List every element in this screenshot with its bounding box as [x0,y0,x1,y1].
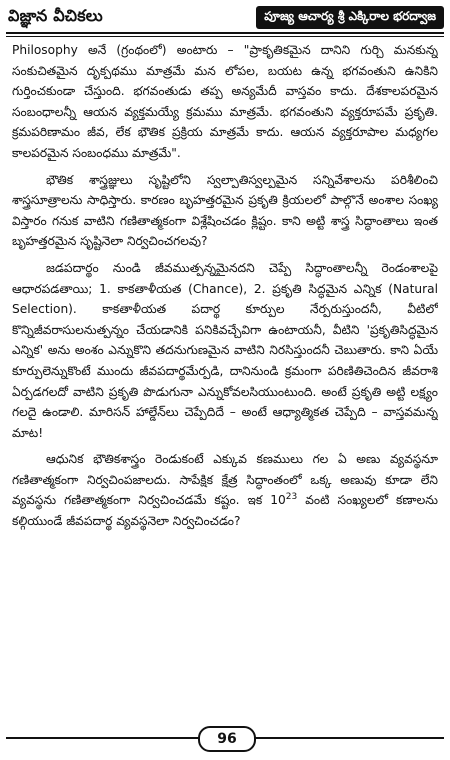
paragraph-4 [12,449,438,531]
page-number: 96 [198,726,256,752]
paragraph-4-start: ఆధునిక భౌతికశాస్త్రం రెండుకంటే ఎక్కువ కణములు గల ఏ అణు వ్యవస్థనూ గణితాత్మకంగా నిర్వచింపజాలదు. సాపేక్షిక క్షేత్ర సిద్ధాంతంలో ఒక్క అణువు కూడా లేని వ్యవస్థను గణితాత్మకంగా నిర్వచించడమే కష్టం. ఇక [12,452,438,508]
paragraph-1: Philosophy అనే (గ్రంథంలో) అంటారు – "ప్రాకృతికమైన దానిని గుర్చి మనకున్న సంకుచితమైన దృక్పథము మాత్రమే మన లోపల, బయట ఉన్న భగవంతుని ఉనికిని గుర్తించకుండా చేస్తుంది. భగవంతుడు తప్ప అన్యమేదీ వాస్తవం కాదు. దేశకాలపరమైన సంబంధాలన్నీ ఆయన వ్యక్తమయ్యే క్రమము మాత్రమే. భగవంతుని వ్యక్తరూపమే ప్రకృతి. క్రమపరిణామం జీవ, లేక భౌతిక ప్రక్రియ మాత్రమే కాదు. ఆయన వ్యక్తరూపాల మధ్యగల కాలపరమైన సంబంధము మాత్రమే". [12,43,438,160]
running-header [6,4,444,30]
body-text [12,40,438,708]
header-rule [6,32,444,34]
paragraph-4-end: వంటి సంఖ్యలలో కణాలను కల్గియుండే జీవపదార్థ వ్యవస్థనెలా నిర్వచించడం? [12,493,438,529]
paragraph-2: భౌతిక శాస్త్రజ్ఞులు సృష్టిలోని స్వల్పాతిస్వల్పమైన సన్నివేశాలను పరిశీలించి శాస్త్రసూత్రాలను సాధిస్తారు. కారణం బృహత్తరమైన ప్రకృతి క్రియలలో పాల్గొనే అంశాల సంఖ్య విస్తారం గనుక వాటిని గణితాత్మకంగా విశ్లేషించడం క్లిష్టం. కాని అట్టి శాస్త్ర సిద్ధాంతాలు ఇంత బృహత్తరమైన సృష్టినెలా నిర్వచించగలవు? [12,172,438,249]
number-base: 10 [270,493,286,508]
book-title: విజ్ఞాన వీచికలు [8,5,103,25]
header-rule-thin [6,36,444,37]
number-exponent: 23 [285,492,298,503]
paragraph-3: జడపదార్థం నుండి జీవముత్పన్నమైనదని చెప్పే సిద్ధాంతాలన్నీ రెండంశాలపై ఆధారపడతాయి; 1. కాకతాళీయత (Chance), 2. ప్రకృతి సిద్ధమైన ఎన్నిక (Natural Selection). కాకతాళీయత పదార్థ కూర్పుల నేర్పరుస్తుందనీ, వీటిలో కొన్నిజీవరాసులనుత్పన్నం చేయడానికి పనికివచ్చేవిగా ఉంటాయనీ, వీటిని 'ప్రకృతిసిద్ధమైన ఎన్నిక' అను అంశం ఎన్నుకొని తదనుగుణమైన వాటిని నిరసిస్తుందనీ చెబుతారు. కాని ఏయే కూర్పులెన్నుకొంటే ముందు జీవపదార్థమేర్పడి, దానినుండి క్రమంగా పరిణితిచెందిన జీవరాశి ఏర్పడగలదో వాటిని ప్రకృతి పొడుగునా ఎన్నుకోవలసియుంటుంది. అంటే ప్రకృతి అట్టి లక్ష్యం గలదై ఉండాలి. మారిసన్ హాల్డేన్‌లు చెప్పేదిదే – అంటే ఆధ్యాత్మికత చెప్పేది – వాస్తవమన్న మాట! [12,260,438,440]
author-label: పూజ్య ఆచార్య శ్రీ ఎక్కిరాల భరద్వాజ [256,6,444,29]
